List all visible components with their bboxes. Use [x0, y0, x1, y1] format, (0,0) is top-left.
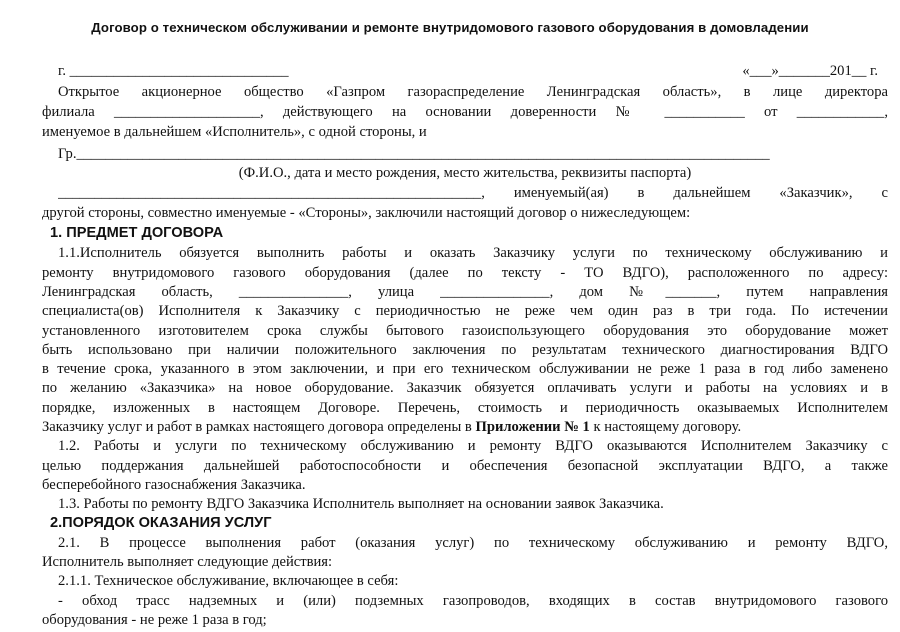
text-line: ремонту внутридомового газового оборудования (далее по тексту - ТО ВДГО), расположенного по адресу:	[42, 265, 888, 281]
text-line: Исполнитель выполняет следующие действия:	[42, 554, 333, 570]
text-line: целью поддержания дальнейшей работоспособности и обеспечения безопасной эксплуатации ВДГО, а также	[42, 458, 888, 474]
text-line: другой стороны, совместно именуемые - «Стороны», заключили настоящий договор о нижеследующем:	[42, 205, 691, 221]
section-heading-2: 2.ПОРЯДОК ОКАЗАНИЯ УСЛУГ	[50, 515, 272, 531]
text-line: Ленинградская область, _______________, улица _______________, дом №_______, путем направления	[42, 284, 888, 300]
document-title: Договор о техническом обслуживании и ремонте внутридомового газового оборудования в домовладении	[91, 20, 809, 35]
city-date-line	[58, 62, 888, 80]
section-heading-1: 1. ПРЕДМЕТ ДОГОВОРА	[50, 225, 224, 241]
text-line: установленного изготовителем срока службы бытового газоиспользующего оборудования это оборудование может	[42, 323, 888, 339]
text-line	[42, 418, 888, 436]
passport-hint: (Ф.И.О., дата и место рождения, место жительства, реквизиты паспорта)	[238, 165, 692, 181]
text-line: специалиста(ов) Исполнителя к Заказчику с периодичностью не реже чем один раз в три года. По истечении	[42, 303, 888, 319]
citizen-line: Гр._______________________________________________________________________________________________	[58, 146, 770, 162]
text-line: __________________________________________________________, именуемый(ая) в дальнейшем «Заказчик», с	[58, 185, 888, 201]
text-line: в течение срока, указанного в этом заключении, и при его техническом обслуживании не реже 1 раза в год либо заменено	[42, 361, 888, 377]
text-line: 1.1.Исполнитель обязуется выполнить работы и оказать Заказчику услуги по техническому обслуживанию и	[58, 245, 888, 261]
text-line: порядке, изложенных в настоящем Договоре. Перечень, стоимость и периодичность оказываемых Исполнителем	[42, 400, 888, 416]
text-line: Открытое акционерное общество «Газпром газораспределение Ленинградская область», в лице директора	[58, 84, 888, 100]
text-line: 2.1.1. Техническое обслуживание, включающее в себя:	[58, 573, 399, 589]
text-line: именуемое в дальнейшем «Исполнитель», с одной стороны, и	[42, 124, 427, 140]
text-line: - обход трасс надземных и (или) подземных газопроводов, входящих в состав внутридомового газового	[58, 593, 888, 609]
text-line: 2.1. В процессе выполнения работ (оказания услуг) по техническому обслуживанию и ремонту ВДГО,	[58, 535, 888, 551]
text-line: бесперебойного газоснабжения Заказчика.	[42, 477, 306, 493]
text-fragment: к настоящему договору.	[589, 419, 742, 435]
city-field: г. ______________________________	[58, 63, 289, 79]
text-line: по желанию «Заказчика» на новое оборудование. Заказчик обязуется оплачивать услуги и работы на условиях и в	[42, 380, 888, 396]
text-fragment: Заказчику услуг и работ в рамках настоящего договора определены в	[42, 419, 476, 435]
text-line: 1.2. Работы и услуги по техническому обслуживанию и ремонту ВДГО оказываются Исполнителем Заказчику с	[58, 438, 888, 454]
date-field: «___»_______201__ г.	[742, 63, 878, 79]
text-line: филиала ____________________, действующего на основании доверенности № ___________ от ____________,	[42, 104, 888, 120]
text-line: 1.3. Работы по ремонту ВДГО Заказчика Исполнитель выполняет на основании заявок Заказчика.	[58, 496, 664, 512]
text-line: оборудования - не реже 1 раза в год;	[42, 612, 267, 628]
appendix-reference: Приложении № 1	[475, 419, 590, 435]
text-line: быть использовано при наличии положительного заключения по результатам технического диагностирования ВДГО	[42, 342, 888, 358]
